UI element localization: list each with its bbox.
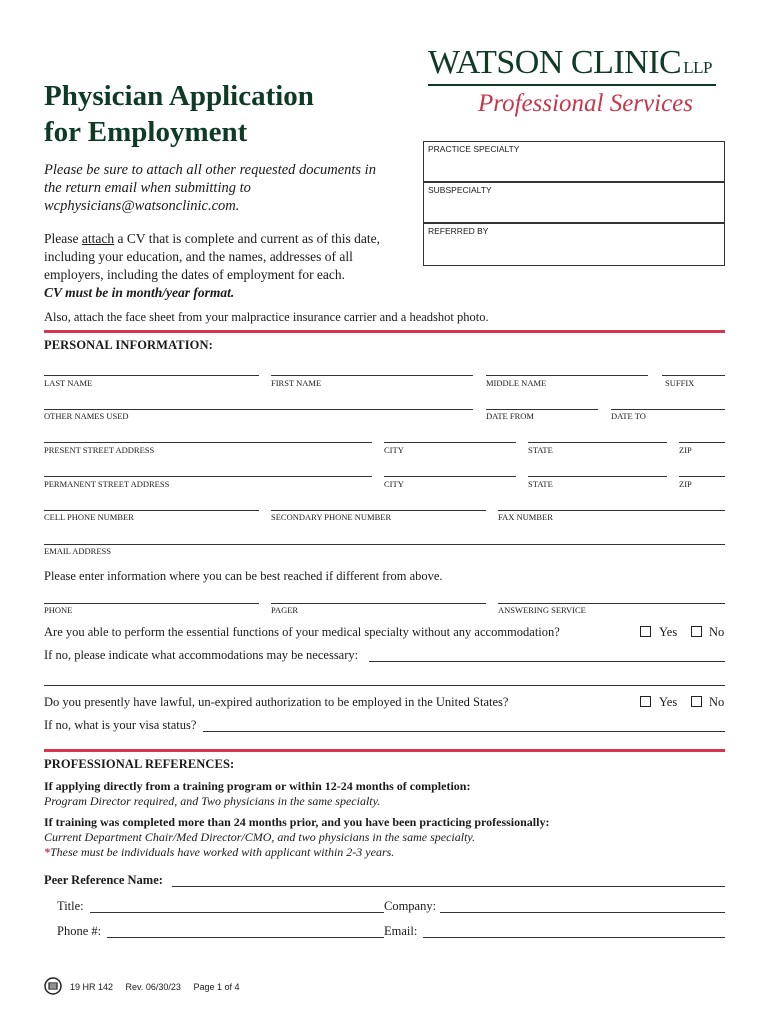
present-address-field[interactable] xyxy=(44,442,372,443)
practice-specialty-field[interactable] xyxy=(423,141,725,182)
referred-by-label: REFERRED BY xyxy=(428,226,489,236)
accommodation-yes-checkbox[interactable] xyxy=(640,626,651,637)
best-reached-note: Please enter information where you can be best reached if different from above. xyxy=(44,569,443,583)
permanent-zip-label: ZIP xyxy=(679,479,692,489)
cv-rest: a CV that is complete and current as of this date, including your education, and the names, addresses of all employers, including the dates of employment for each. xyxy=(44,231,381,282)
subspecialty-label: SUBSPECIALTY xyxy=(428,185,492,195)
section-divider xyxy=(44,330,725,333)
answering-service-field[interactable] xyxy=(498,603,725,604)
page-number: Page 1 of 4 xyxy=(193,982,240,992)
present-city-label: CITY xyxy=(384,445,404,455)
cv-instructions xyxy=(44,230,384,302)
permanent-address-field[interactable] xyxy=(44,476,372,477)
cell-phone-field[interactable] xyxy=(44,510,259,511)
phone-field[interactable] xyxy=(44,603,259,604)
title-line-2: for Employment xyxy=(44,116,248,148)
permanent-city-label: CITY xyxy=(384,479,404,489)
accommodation-no-label: No xyxy=(709,625,725,639)
logo-wordmark xyxy=(428,44,712,82)
date-to-label: DATE TO xyxy=(611,411,646,421)
answering-service-label: ANSWERING SERVICE xyxy=(498,605,586,615)
personal-info-heading: PERSONAL INFORMATION: xyxy=(44,338,213,352)
pager-field[interactable] xyxy=(271,603,486,604)
email-note: Please be sure to attach all other requested documents in the return email when submitting to wcphysicians@watsonclinic.com. xyxy=(44,162,376,214)
footer-info xyxy=(70,982,239,992)
email-label: EMAIL ADDRESS xyxy=(44,546,111,556)
last-name-field[interactable] xyxy=(44,375,259,376)
revision-date: Rev. 06/30/23 xyxy=(125,982,181,992)
cv-attach: attach xyxy=(81,231,115,246)
secondary-phone-field[interactable] xyxy=(271,510,486,511)
face-sheet-note: Also, attach the face sheet from your malpractice insurance carrier and a headshot photo. xyxy=(44,310,489,324)
work-authorization-question: Do you presently have lawful, un-expired authorization to be employed in the United States? xyxy=(44,695,509,709)
accommodation-no-checkbox[interactable] xyxy=(691,626,702,637)
present-zip-label: ZIP xyxy=(679,445,692,455)
timeframe-text: These must be individuals have worked with applicant within 2-3 years. xyxy=(50,845,395,859)
first-name-label: FIRST NAME xyxy=(271,378,322,388)
referred-by-field[interactable] xyxy=(423,223,725,266)
accommodation-yes-label: Yes xyxy=(659,625,678,639)
accommodation-question: Are you able to perform the essential functions of your medical specialty without any accommodation? xyxy=(44,625,560,639)
other-names-field[interactable] xyxy=(44,409,473,410)
accommodation-followup-label: If no, please indicate what accommodations may be necessary: xyxy=(44,648,359,662)
logo-name: WATSON CLINIC xyxy=(428,44,682,81)
practice-specialty-label: PRACTICE SPECIALTY xyxy=(428,144,520,154)
practicing-heading: If training was completed more than 24 months prior, and you have been practicing professionally: xyxy=(44,815,550,829)
cv-prefix: Please xyxy=(44,231,82,246)
logo-subtitle: Professional Services xyxy=(478,90,694,117)
cell-phone-label: CELL PHONE NUMBER xyxy=(44,512,134,522)
training-program-heading: If applying directly from a training program or within 12-24 months of completion: xyxy=(44,779,471,793)
permanent-state-field[interactable] xyxy=(528,476,667,477)
watson-clinic-logo xyxy=(428,44,728,122)
middle-name-label: MIDDLE NAME xyxy=(486,378,547,388)
secondary-phone-label: SECONDARY PHONE NUMBER xyxy=(271,512,392,522)
email-ref-label: Email: xyxy=(384,924,418,938)
cv-format-note: CV must be in month/year format. xyxy=(44,285,235,300)
suffix-label: SUFFIX xyxy=(665,378,695,388)
visa-status-label: If no, what is your visa status? xyxy=(44,718,197,732)
present-address-label: PRESENT STREET ADDRESS xyxy=(44,445,155,455)
title-field[interactable] xyxy=(90,912,384,913)
date-to-field[interactable] xyxy=(611,409,725,410)
other-names-label: OTHER NAMES USED xyxy=(44,411,129,421)
reference-timeframe-note xyxy=(44,845,394,860)
reference-email-field[interactable] xyxy=(423,937,725,938)
middle-name-field[interactable] xyxy=(486,375,648,376)
last-name-label: LAST NAME xyxy=(44,378,93,388)
email-field[interactable] xyxy=(44,544,725,545)
permanent-city-field[interactable] xyxy=(384,476,516,477)
form-number: 19 HR 142 xyxy=(70,982,114,992)
reference-phone-field[interactable] xyxy=(107,937,384,938)
company-field[interactable] xyxy=(440,912,725,913)
pager-label: PAGER xyxy=(271,605,299,615)
required-star: * xyxy=(44,845,50,859)
present-city-field[interactable] xyxy=(384,442,516,443)
page-title xyxy=(44,78,374,150)
subspecialty-field[interactable] xyxy=(423,182,725,223)
phone-number-label: Phone #: xyxy=(57,924,102,938)
peer-reference-field[interactable] xyxy=(172,886,725,887)
present-state-field[interactable] xyxy=(528,442,667,443)
accommodation-followup-field[interactable] xyxy=(369,661,725,662)
company-label: Company: xyxy=(384,899,437,913)
first-name-field[interactable] xyxy=(271,375,473,376)
logo-rule xyxy=(428,84,716,86)
fax-label: FAX NUMBER xyxy=(498,512,553,522)
logo-llp: LLP xyxy=(683,58,712,77)
fax-field[interactable] xyxy=(498,510,725,511)
present-zip-field[interactable] xyxy=(679,442,725,443)
permanent-address-label: PERMANENT STREET ADDRESS xyxy=(44,479,170,489)
permanent-zip-field[interactable] xyxy=(679,476,725,477)
authorization-yes-label: Yes xyxy=(659,695,678,709)
title-label: Title: xyxy=(57,899,84,913)
accommodation-followup-line-2[interactable] xyxy=(44,685,725,686)
references-heading: PROFESSIONAL REFERENCES: xyxy=(44,757,235,771)
visa-status-field[interactable] xyxy=(203,731,725,732)
phone-label: PHONE xyxy=(44,605,73,615)
title-line-1: Physician Application xyxy=(44,80,314,112)
authorization-no-label: No xyxy=(709,695,725,709)
suffix-field[interactable] xyxy=(662,375,725,376)
present-state-label: STATE xyxy=(528,445,553,455)
date-from-label: DATE FROM xyxy=(486,411,534,421)
training-program-requirement: Program Director required, and Two physicians in the same specialty. xyxy=(44,794,381,808)
permanent-state-label: STATE xyxy=(528,479,553,489)
authorization-no-checkbox[interactable] xyxy=(691,696,702,707)
practicing-requirement: Current Department Chair/Med Director/CMO, and two physicians in the same specialty. xyxy=(44,830,476,844)
recycle-icon xyxy=(44,977,62,995)
peer-reference-label: Peer Reference Name: xyxy=(44,873,163,887)
section-divider-references xyxy=(44,749,725,752)
date-from-field[interactable] xyxy=(486,409,598,410)
authorization-yes-checkbox[interactable] xyxy=(640,696,651,707)
